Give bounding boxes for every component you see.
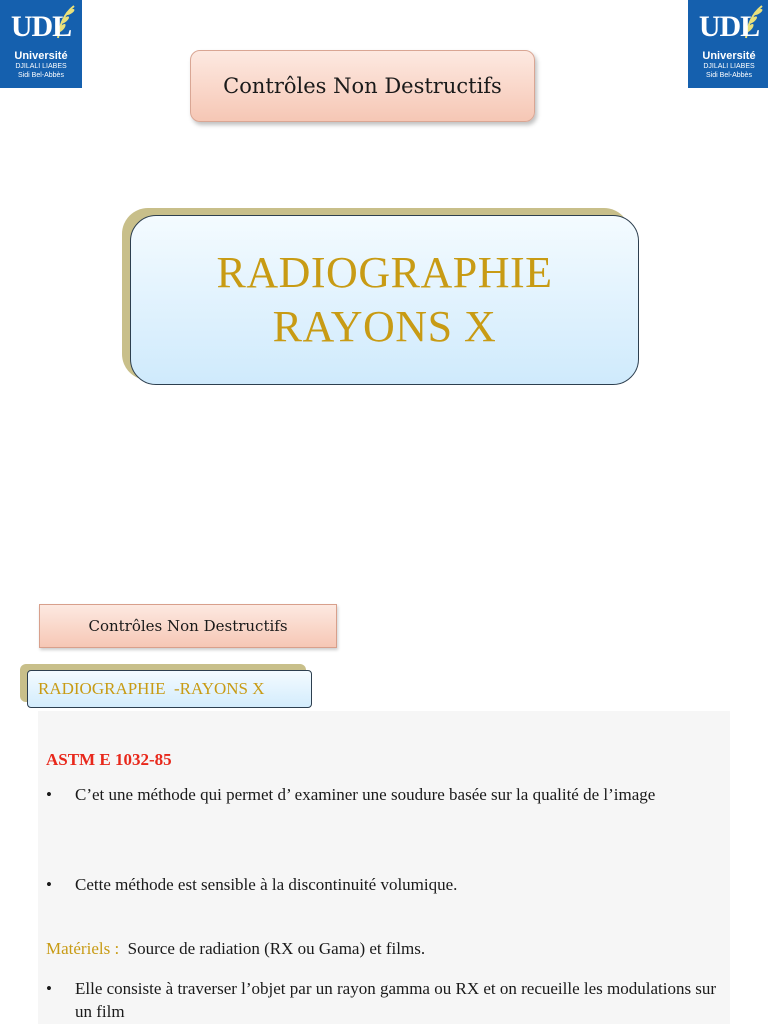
logo-line1: DJILALI LIABES <box>15 63 67 70</box>
title-box <box>130 215 639 385</box>
bullet-text: C’et une méthode qui permet d’ examiner une soudure basée sur la qualité de l’image <box>75 785 656 804</box>
bullet-marker: • <box>46 785 52 804</box>
logo-mark: UDL <box>10 10 72 43</box>
logo-university: Université <box>702 50 756 62</box>
bullet-text: Elle consiste à traverser l’objet par un rayon gamma ou RX et on recueille les modulations sur un film <box>75 979 717 1021</box>
logo-mark: UDL <box>698 10 760 43</box>
logo-line2: Sidi Bel-Abbès <box>18 72 64 79</box>
bullet-marker: • <box>46 875 52 894</box>
materials-line <box>46 937 425 960</box>
slide1-header: Contrôles Non Destructifs <box>190 50 535 122</box>
materials-text: Source de radiation (RX ou Gama) et films. <box>127 939 426 958</box>
logo-line2: Sidi Bel-Abbès <box>706 72 752 79</box>
title-line-1: RADIOGRAPHIE <box>216 248 553 297</box>
logo-university: Université <box>14 50 68 62</box>
standard-reference: ASTM E 1032-85 <box>46 750 172 769</box>
title-line-2: RAYONS X <box>272 302 497 351</box>
university-logo-left <box>0 0 82 88</box>
bullet-marker: • <box>46 979 52 998</box>
logo-line1: DJILALI LIABES <box>703 63 755 70</box>
university-logo-right <box>688 0 768 88</box>
slide2-header: Contrôles Non Destructifs <box>39 604 337 648</box>
bullet-text: Cette méthode est sensible à la discontinuité volumique. <box>75 875 458 894</box>
materials-label: Matériels : <box>46 939 120 958</box>
subtitle-box: RADIOGRAPHIE -RAYONS X <box>27 670 312 708</box>
